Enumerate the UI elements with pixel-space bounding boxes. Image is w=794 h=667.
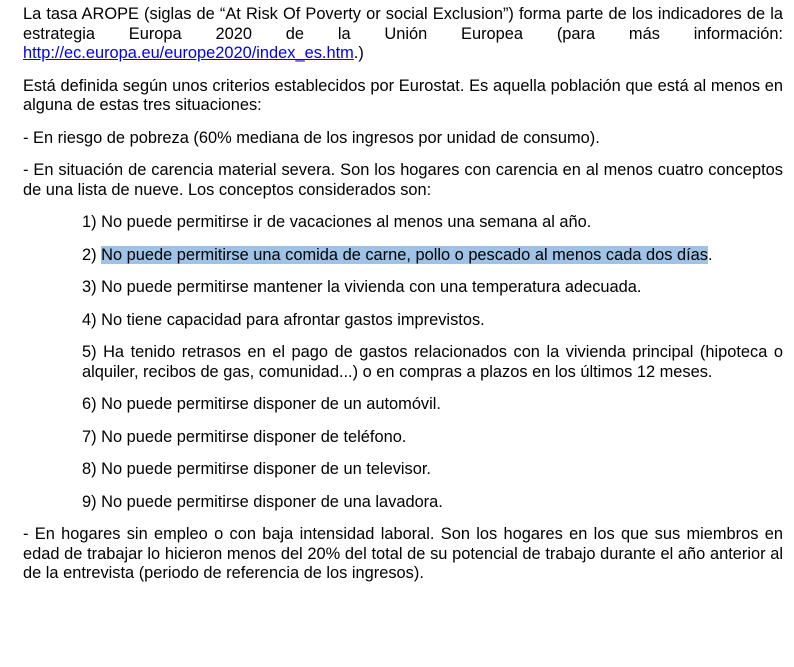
- list-item: 9) No puede permitirse disponer de una lavadora.: [82, 492, 443, 511]
- europe2020-link[interactable]: http://ec.europa.eu/europe2020/index_es.htm: [23, 44, 354, 62]
- list-item: 1) No puede permitirse ir de vacaciones al menos una semana al año.: [82, 213, 592, 231]
- list-item: 3) No puede permitirse mantener la vivienda con una temperatura adecuada.: [82, 278, 642, 296]
- list-item-number: 2): [82, 245, 102, 264]
- list-item: 5) Ha tenido retrasos en el pago de gastos relacionados con la vivienda principal (hipoteca o alquiler, recibos de gas, comunidad...) o en compras a plazos en los últimos 12 meses.: [82, 343, 783, 381]
- paragraph-definition: Está definida según unos criterios establecidos por Eurostat. Es aquella población que está al menos en alguna de estas tres situaciones:: [23, 76, 783, 114]
- list-item: 8) No puede permitirse disponer de un televisor.: [82, 460, 431, 478]
- paragraph-arope-intro: [23, 5, 783, 64]
- list-item: 7) No puede permitirse disponer de teléfono.: [82, 427, 407, 446]
- intro-text-end: .): [353, 44, 364, 62]
- list-item: 6) No puede permitirse disponer de un automóvil.: [82, 395, 441, 413]
- paragraph-low-work-intensity: - En hogares sin empleo o con baja intensidad laboral. Son los hogares en los que sus miembros en edad de trabajar lo hicieron menos del 20% del total de su potencial de trabajo durante el año anterior al de la entrevista (periodo de referencia de los ingresos).: [23, 525, 783, 582]
- selected-text[interactable]: No puede permitirse una comida de carne, pollo o pescado al menos cada dos días: [101, 245, 708, 264]
- paragraph-material-deprivation: - En situación de carencia material severa. Son los hogares con carencia en al menos cuatro conceptos de una lista de nueve. Los conceptos considerados son:: [23, 161, 783, 199]
- concepts-list: [23, 213, 783, 512]
- paragraph-poverty-risk: - En riesgo de pobreza (60% mediana de los ingresos por unidad de consumo).: [23, 128, 600, 147]
- list-item: 4) No tiene capacidad para afrontar gastos imprevistos.: [82, 310, 485, 329]
- document-body: [23, 5, 783, 597]
- list-item: [82, 246, 783, 266]
- intro-text: La tasa AROPE (siglas de “At Risk Of Poverty or social Exclusion”) forma parte de los indicadores de la estrategia Europa 2020 de la Unión Europea (para más información:: [23, 5, 783, 43]
- list-item-end: .: [707, 245, 713, 264]
